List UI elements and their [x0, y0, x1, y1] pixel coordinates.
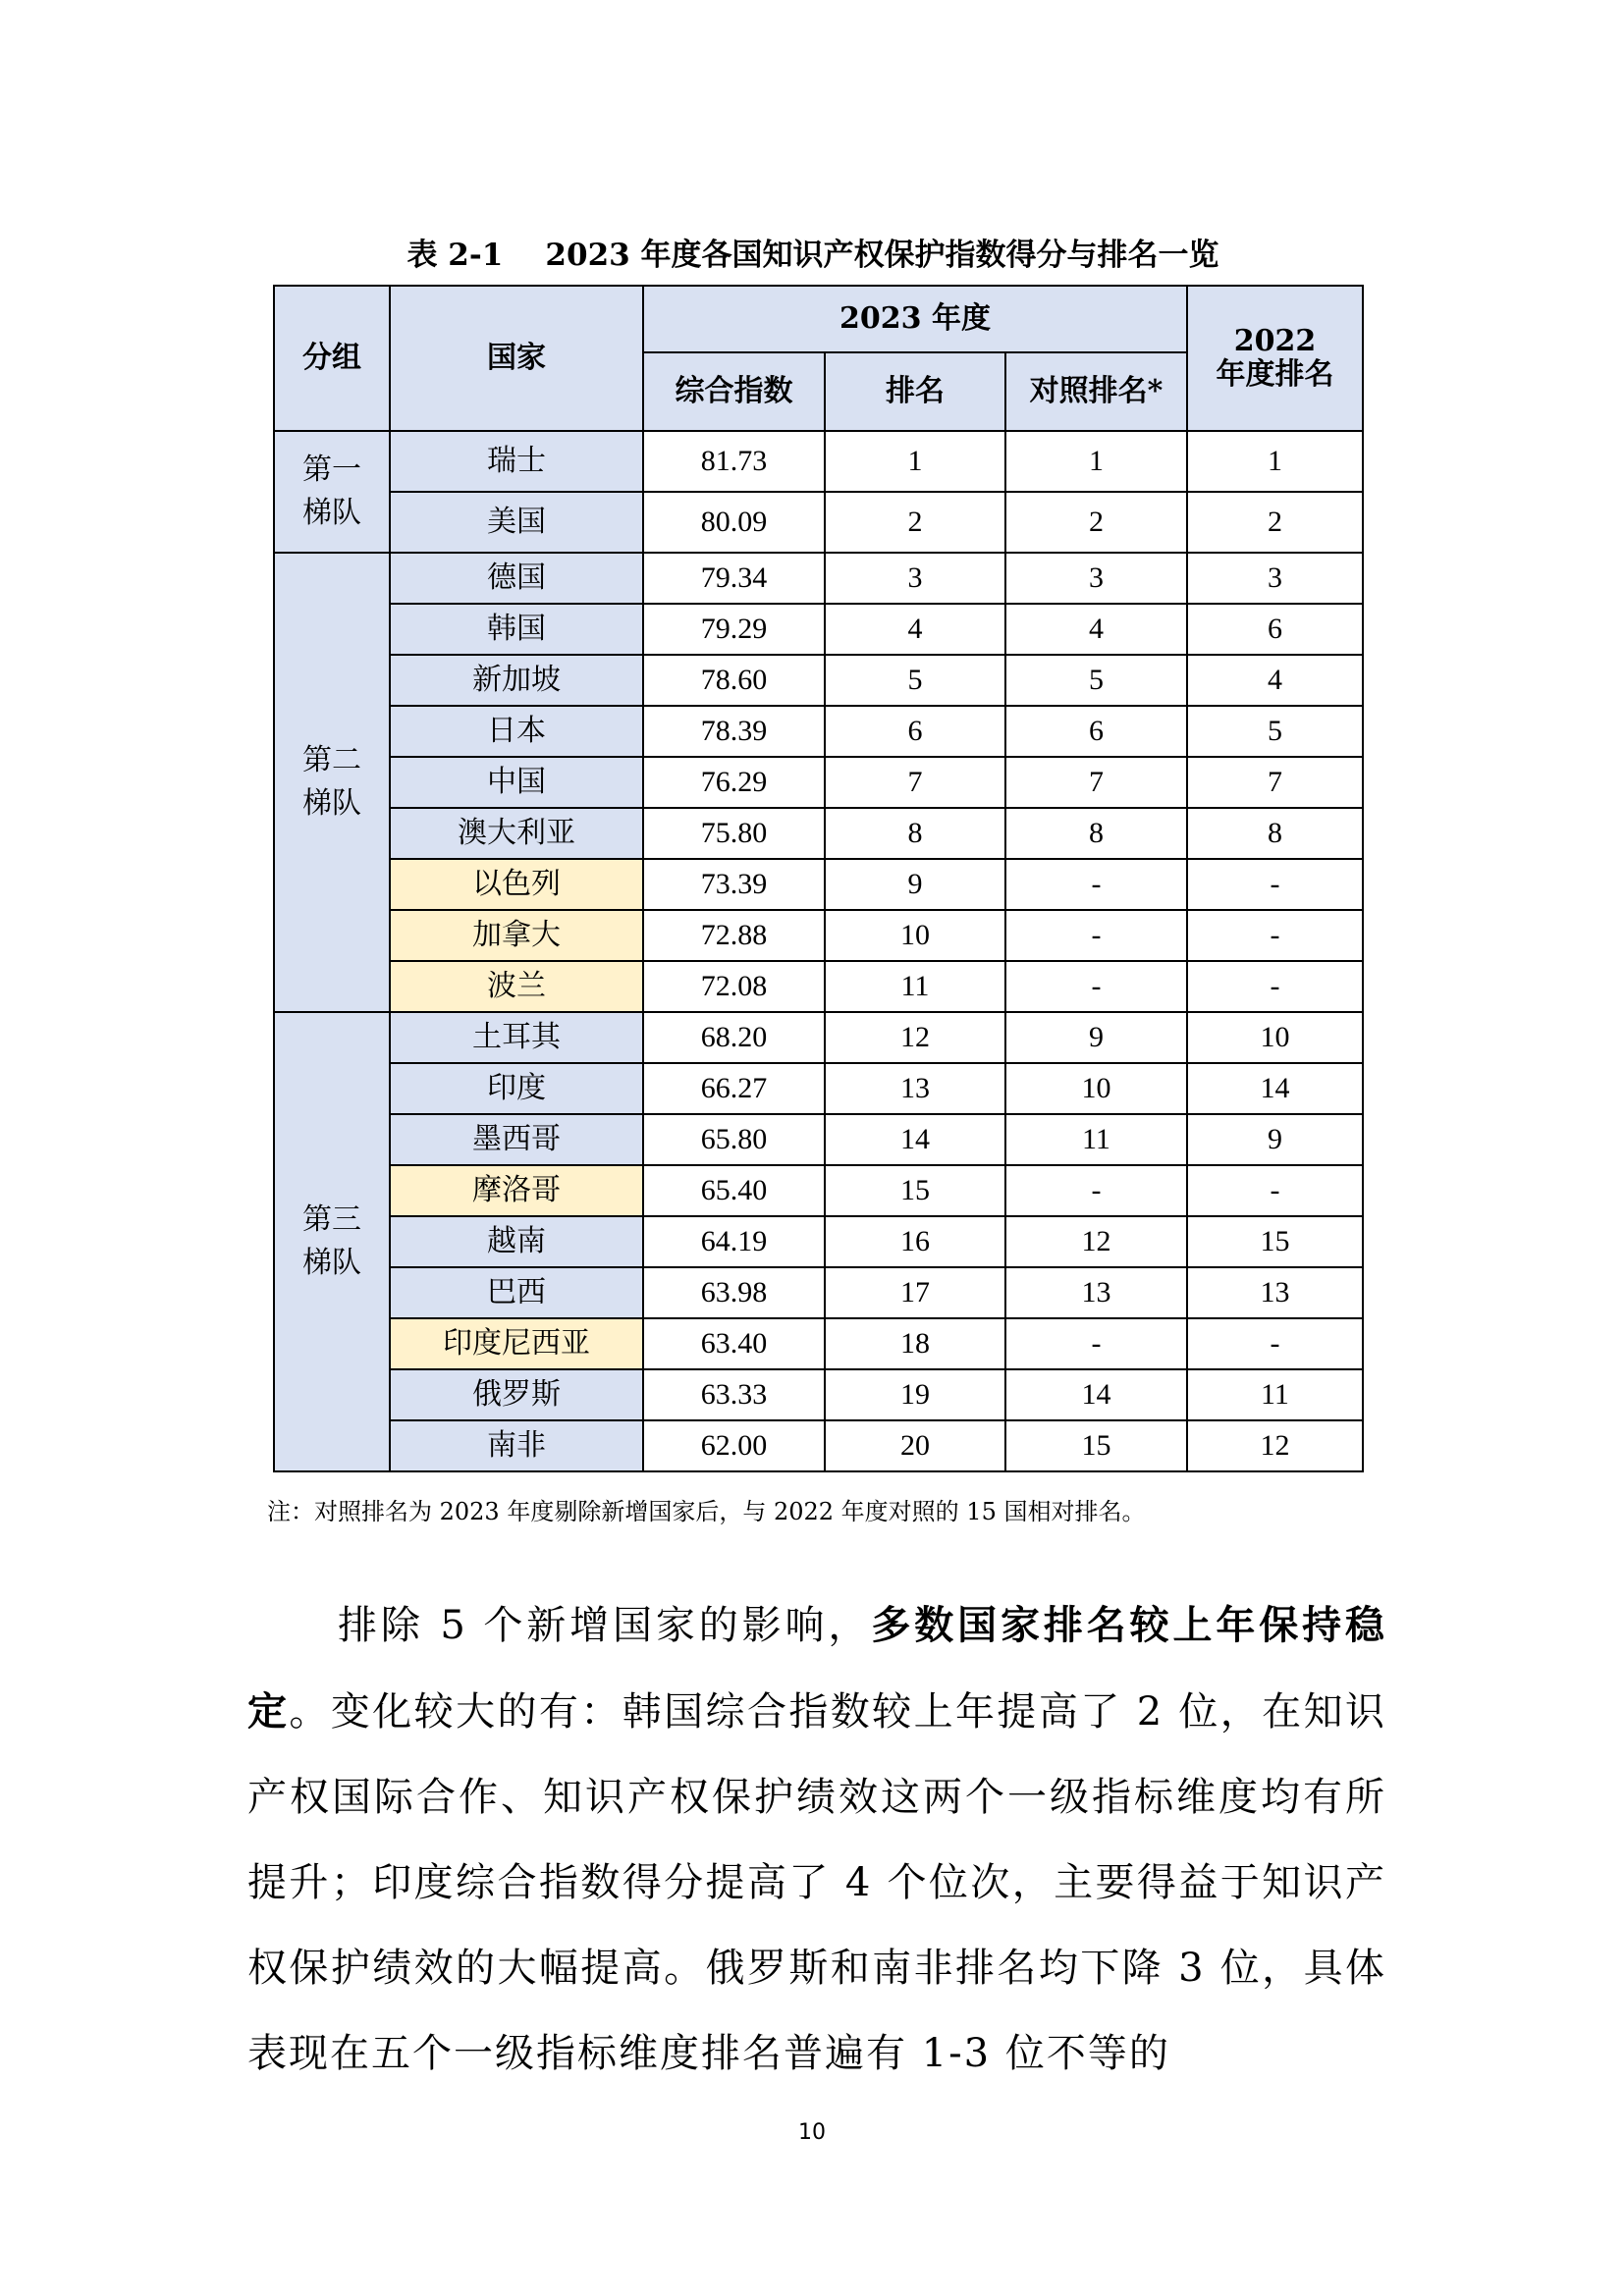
table-row: [274, 1369, 1363, 1420]
rank-2022-cell: 7: [1187, 757, 1363, 808]
compare-rank-cell: 10: [1005, 1063, 1187, 1114]
compare-rank-cell: -: [1005, 1318, 1187, 1369]
score-cell: 75.80: [643, 808, 825, 859]
country-cell: 韩国: [390, 604, 643, 655]
rank-cell: 14: [825, 1114, 1005, 1165]
compare-rank-cell: 12: [1005, 1216, 1187, 1267]
rank-cell: 20: [825, 1420, 1005, 1471]
rank-2022-cell: 1: [1187, 431, 1363, 492]
rank-cell: 7: [825, 757, 1005, 808]
country-cell: 中国: [390, 757, 643, 808]
country-cell: 澳大利亚: [390, 808, 643, 859]
rank-2022-cell: 2: [1187, 492, 1363, 553]
table-row: [274, 1318, 1363, 1369]
score-cell: 73.39: [643, 859, 825, 910]
rank-2022-cell: -: [1187, 859, 1363, 910]
score-cell: 64.19: [643, 1216, 825, 1267]
country-cell: 巴西: [390, 1267, 643, 1318]
table-row: [274, 910, 1363, 961]
country-cell: 新加坡: [390, 655, 643, 706]
rank-2022-cell: 10: [1187, 1012, 1363, 1063]
table-row: [274, 431, 1363, 492]
compare-rank-cell: 9: [1005, 1012, 1187, 1063]
country-cell: 俄罗斯: [390, 1369, 643, 1420]
group-cell: 第二梯队: [274, 553, 390, 1012]
country-cell: 日本: [390, 706, 643, 757]
table-row: [274, 604, 1363, 655]
table-row: [274, 757, 1363, 808]
rank-cell: 12: [825, 1012, 1005, 1063]
compare-rank-cell: 2: [1005, 492, 1187, 553]
score-cell: 72.88: [643, 910, 825, 961]
score-cell: 63.40: [643, 1318, 825, 1369]
body-paragraph: [247, 1582, 1386, 2097]
rank-2022-cell: 9: [1187, 1114, 1363, 1165]
score-cell: 68.20: [643, 1012, 825, 1063]
country-cell: 瑞士: [390, 431, 643, 492]
rank-cell: 17: [825, 1267, 1005, 1318]
rank-cell: 8: [825, 808, 1005, 859]
score-cell: 63.98: [643, 1267, 825, 1318]
compare-rank-cell: 4: [1005, 604, 1187, 655]
rank-cell: 4: [825, 604, 1005, 655]
score-cell: 62.00: [643, 1420, 825, 1471]
header-country: 国家: [390, 286, 643, 431]
rank-2022-cell: 3: [1187, 553, 1363, 604]
page-number: 10: [798, 2120, 826, 2145]
table-row: [274, 706, 1363, 757]
rank-2022-cell: 6: [1187, 604, 1363, 655]
paragraph-rest: 。变化较大的有：韩国综合指数较上年提高了 2 位，在知识产权国际合作、知识产权保护绩效这两个一级指标维度均有所提升；印度综合指数得分提高了 4 个位次，主要得益于知识产权保护绩效的大幅提高。俄罗斯和南非排名均下降 3 位，具体表现在五个一级指标维度排名普遍有 1-3 位不等的: [247, 1689, 1386, 2076]
rank-2022-cell: 12: [1187, 1420, 1363, 1471]
table-row: [274, 492, 1363, 553]
country-cell: 越南: [390, 1216, 643, 1267]
table-row: [274, 1063, 1363, 1114]
compare-rank-cell: 11: [1005, 1114, 1187, 1165]
rank-cell: 11: [825, 961, 1005, 1012]
table-row: [274, 859, 1363, 910]
country-cell: 南非: [390, 1420, 643, 1471]
table-body: [274, 431, 1363, 1471]
paragraph-bold: 多数国家排名较上年保持稳定: [247, 1602, 1387, 1735]
rank-2022-cell: 15: [1187, 1216, 1363, 1267]
score-cell: 66.27: [643, 1063, 825, 1114]
paragraph-lead: 排除 5 个新增国家的影响，: [338, 1603, 872, 1648]
compare-rank-cell: 1: [1005, 431, 1187, 492]
rank-cell: 1: [825, 431, 1005, 492]
compare-rank-cell: 5: [1005, 655, 1187, 706]
group-cell: 第一梯队: [274, 431, 390, 553]
compare-rank-cell: 13: [1005, 1267, 1187, 1318]
compare-rank-cell: -: [1005, 1165, 1187, 1216]
rank-cell: 16: [825, 1216, 1005, 1267]
score-cell: 78.39: [643, 706, 825, 757]
score-cell: 81.73: [643, 431, 825, 492]
rank-cell: 9: [825, 859, 1005, 910]
rank-cell: 2: [825, 492, 1005, 553]
rank-cell: 5: [825, 655, 1005, 706]
score-cell: 72.08: [643, 961, 825, 1012]
table-row: [274, 1216, 1363, 1267]
rank-cell: 19: [825, 1369, 1005, 1420]
country-cell: 德国: [390, 553, 643, 604]
rank-2022-cell: 14: [1187, 1063, 1363, 1114]
header-rank-2022: 2022 年度排名: [1187, 286, 1363, 431]
compare-rank-cell: 8: [1005, 808, 1187, 859]
table-row: [274, 1420, 1363, 1471]
rank-2022-cell: 11: [1187, 1369, 1363, 1420]
compare-rank-cell: -: [1005, 961, 1187, 1012]
country-cell: 加拿大: [390, 910, 643, 961]
rank-2022-cell: -: [1187, 1318, 1363, 1369]
country-cell: 以色列: [390, 859, 643, 910]
compare-rank-cell: 6: [1005, 706, 1187, 757]
rank-2022-cell: -: [1187, 910, 1363, 961]
score-cell: 63.33: [643, 1369, 825, 1420]
rank-cell: 6: [825, 706, 1005, 757]
table-row: [274, 1114, 1363, 1165]
rank-2022-cell: 13: [1187, 1267, 1363, 1318]
table-note: 注：对照排名为 2023 年度剔除新增国家后，与 2022 年度对照的 15 国相对排名。: [267, 1498, 1146, 1525]
header-group: 分组: [274, 286, 390, 431]
compare-rank-cell: 14: [1005, 1369, 1187, 1420]
compare-rank-cell: 15: [1005, 1420, 1187, 1471]
rank-cell: 15: [825, 1165, 1005, 1216]
score-cell: 79.34: [643, 553, 825, 604]
table-row: [274, 1267, 1363, 1318]
rank-2022-cell: 4: [1187, 655, 1363, 706]
table-row: [274, 961, 1363, 1012]
table-row: [274, 553, 1363, 604]
ip-index-table: [273, 285, 1364, 1472]
table-row: [274, 1012, 1363, 1063]
header-year-2023: 2023 年度: [643, 286, 1187, 352]
header-row-1: [274, 286, 1363, 352]
compare-rank-cell: -: [1005, 910, 1187, 961]
rank-cell: 3: [825, 553, 1005, 604]
compare-rank-cell: 3: [1005, 553, 1187, 604]
table-row: [274, 808, 1363, 859]
country-cell: 波兰: [390, 961, 643, 1012]
table-row: [274, 1165, 1363, 1216]
country-cell: 摩洛哥: [390, 1165, 643, 1216]
table-caption: 表 2-1 2023 年度各国知识产权保护指数得分与排名一览: [406, 238, 1219, 273]
rank-2022-cell: 5: [1187, 706, 1363, 757]
table-row: [274, 655, 1363, 706]
header-compare-rank: 对照排名*: [1005, 352, 1187, 431]
compare-rank-cell: -: [1005, 859, 1187, 910]
score-cell: 76.29: [643, 757, 825, 808]
group-cell: 第三梯队: [274, 1012, 390, 1471]
rank-2022-cell: -: [1187, 961, 1363, 1012]
score-cell: 80.09: [643, 492, 825, 553]
header-rank: 排名: [825, 352, 1005, 431]
rank-cell: 10: [825, 910, 1005, 961]
country-cell: 美国: [390, 492, 643, 553]
rank-2022-cell: 8: [1187, 808, 1363, 859]
rank-cell: 13: [825, 1063, 1005, 1114]
country-cell: 土耳其: [390, 1012, 643, 1063]
rank-2022-cell: -: [1187, 1165, 1363, 1216]
score-cell: 78.60: [643, 655, 825, 706]
score-cell: 65.40: [643, 1165, 825, 1216]
score-cell: 65.80: [643, 1114, 825, 1165]
rank-cell: 18: [825, 1318, 1005, 1369]
header-score: 综合指数: [643, 352, 825, 431]
country-cell: 印度尼西亚: [390, 1318, 643, 1369]
score-cell: 79.29: [643, 604, 825, 655]
compare-rank-cell: 7: [1005, 757, 1187, 808]
country-cell: 印度: [390, 1063, 643, 1114]
country-cell: 墨西哥: [390, 1114, 643, 1165]
